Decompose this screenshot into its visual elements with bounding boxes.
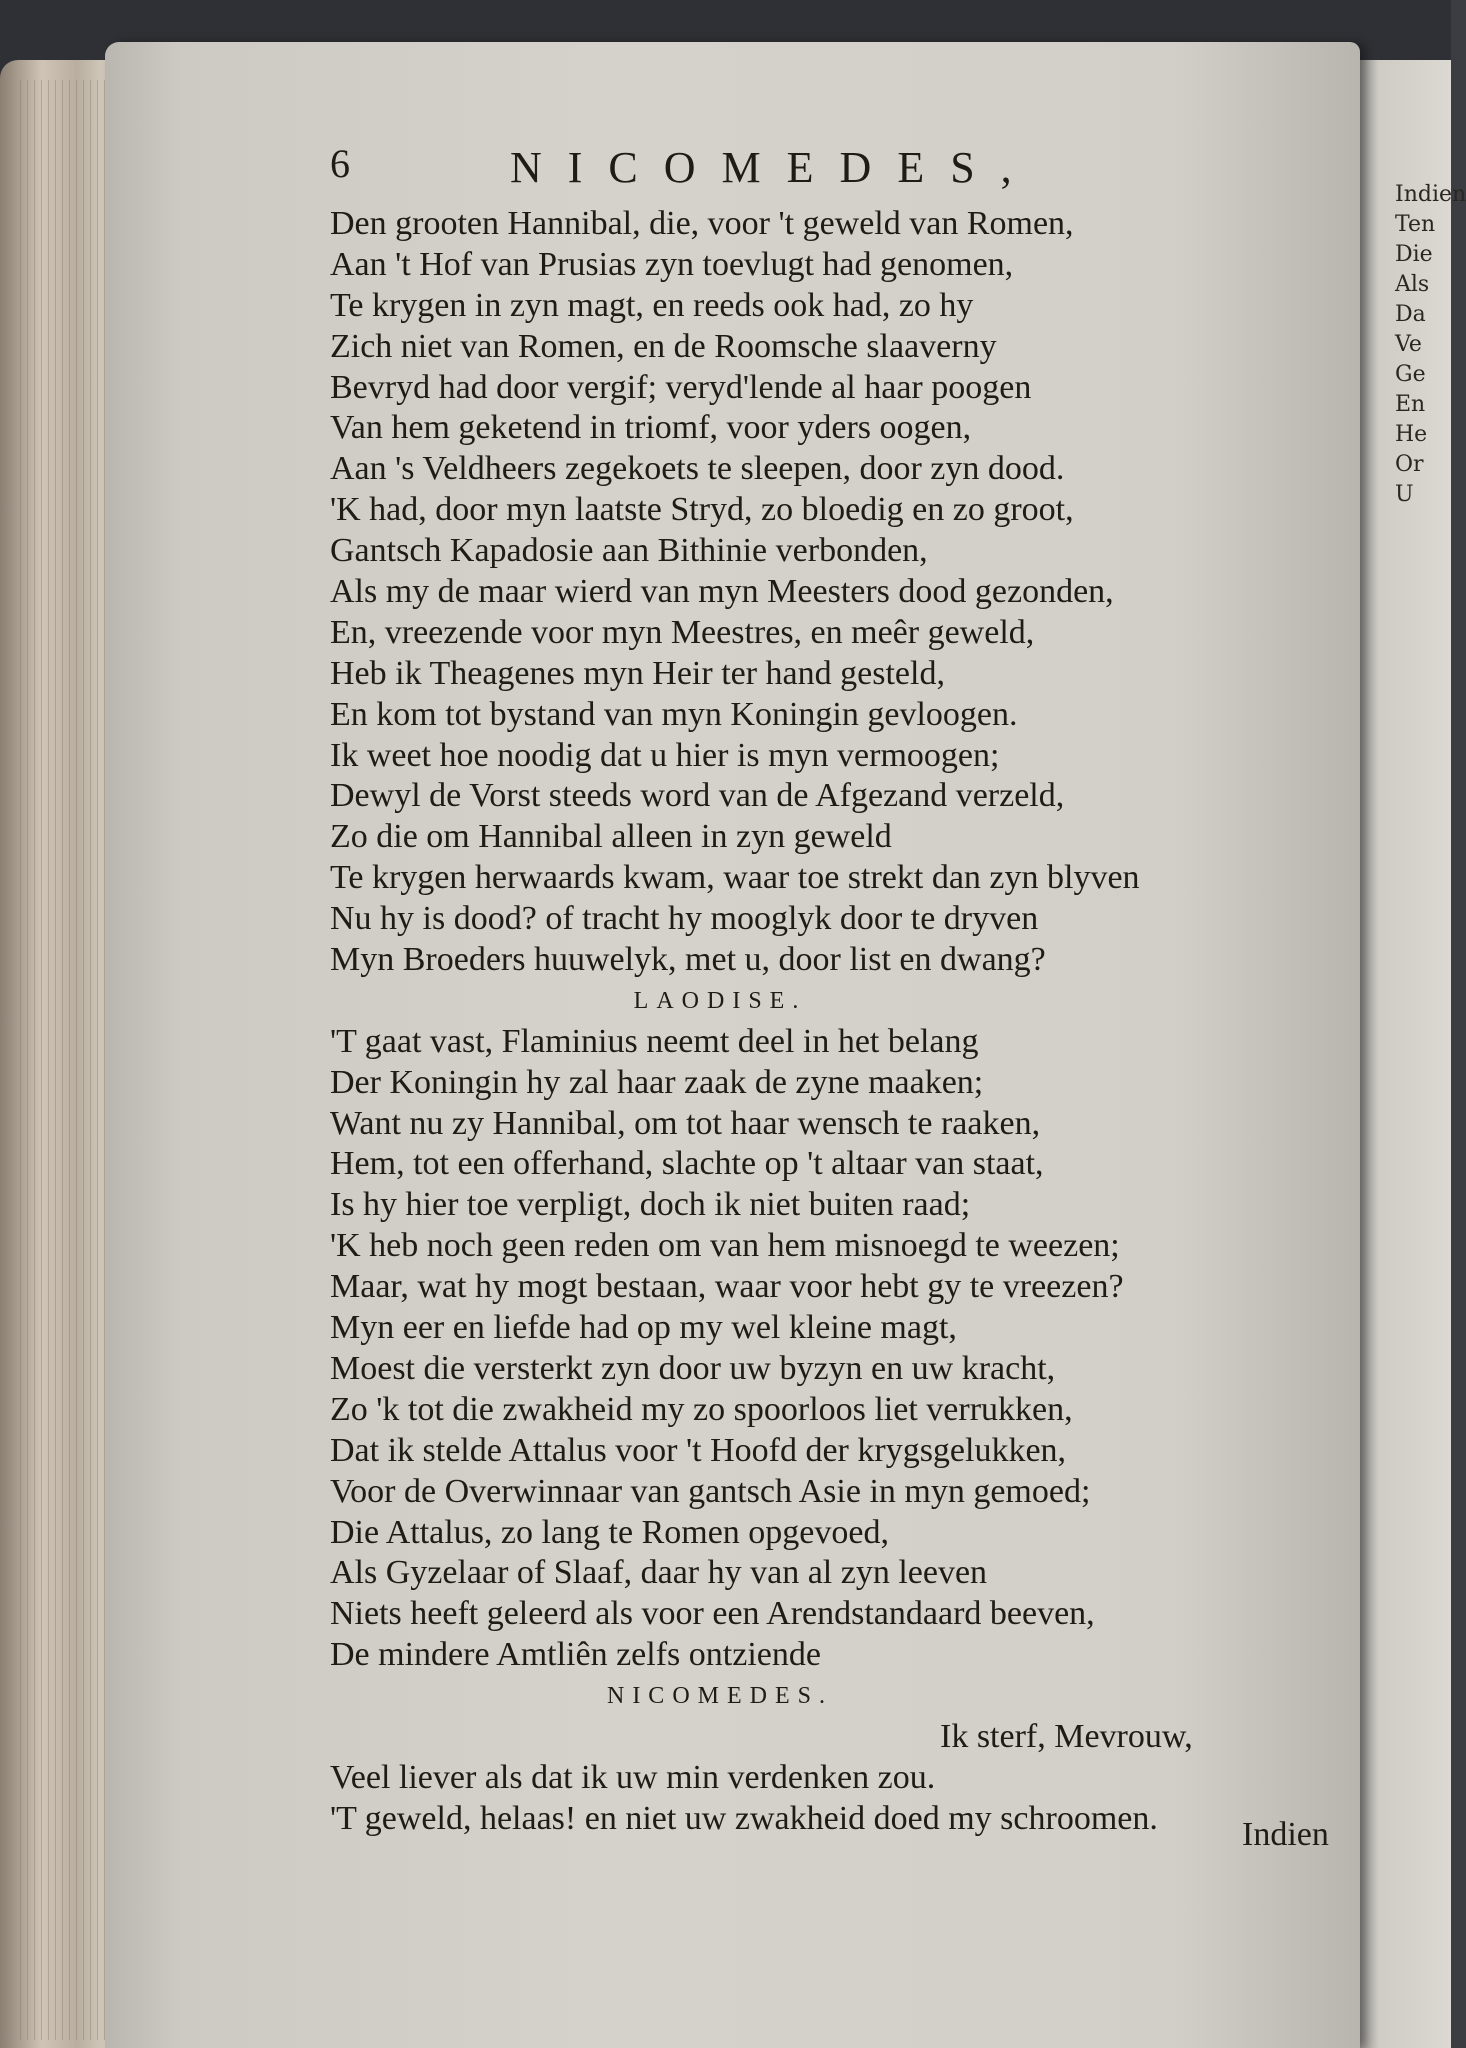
verse-line: Hem, tot een offerhand, slachte op 't altaar van staat, xyxy=(330,1145,1044,1183)
verse-line: Zo 'k tot die zwakheid my zo spoorloos liet verrukken, xyxy=(330,1390,1073,1428)
facing-fragment: En xyxy=(1395,392,1426,417)
verse-line: Niets heeft geleerd als voor een Arendstandaard beeven, xyxy=(330,1595,1095,1633)
facing-fragment: Indien xyxy=(1395,182,1466,207)
facing-fragment: Als xyxy=(1395,272,1430,297)
verse-line: Zich niet van Romen, en de Roomsche slaaverny xyxy=(330,327,997,365)
verse-line: Als my de maar wierd van myn Meesters dood gezonden, xyxy=(330,573,1114,611)
facing-fragment: Ten xyxy=(1395,212,1436,237)
verse-line: Moest die versterkt zyn door uw byzyn en uw kracht, xyxy=(330,1349,1056,1387)
speaker-name: LAODISE. xyxy=(633,987,807,1014)
speaker-name: NICOMEDES. xyxy=(606,1683,833,1710)
verse-line: Dewyl de Vorst steeds word van de Afgezand verzeld, xyxy=(330,777,1065,815)
verse-line: Die Attalus, zo lang te Romen opgevoed, xyxy=(330,1513,889,1551)
verse-line: En kom tot bystand van myn Koningin gevloogen. xyxy=(330,695,1018,733)
verse-line: Myn Broeders huuwelyk, met u, door list en dwang? xyxy=(330,941,1046,979)
verse-line: 'K heb noch geen reden om van hem misnoegd te weezen; xyxy=(330,1227,1120,1265)
verse-line: Te krygen in zyn magt, en reeds ook had, zo hy xyxy=(330,286,974,324)
verse-line: Te krygen herwaards kwam, waar toe strekt dan zyn blyven xyxy=(330,859,1140,897)
running-title: NICOMEDES, xyxy=(510,143,1038,192)
verse-line: Veel liever als dat ik uw min verdenken zou. xyxy=(330,1758,936,1796)
verse-line: En, vreezende voor myn Meestres, en meêr geweld, xyxy=(330,613,1035,651)
verse-line: Dat ik stelde Attalus voor 't Hoofd der krygsgelukken, xyxy=(330,1431,1067,1469)
facing-fragment: He xyxy=(1395,422,1428,447)
verse-line: Aan 't Hof van Prusias zyn toevlugt had genomen, xyxy=(330,245,1014,283)
facing-fragment: Or xyxy=(1395,452,1424,477)
verse-line: 'T gaat vast, Flaminius neemt deel in het belang xyxy=(330,1022,979,1060)
verse-line: Ik sterf, Mevrouw, xyxy=(940,1717,1193,1755)
catchword: Indien xyxy=(1242,1816,1329,1853)
verse-line: Heb ik Theagenes myn Heir ter hand gesteld, xyxy=(330,654,945,692)
verse-line: Nu hy is dood? of tracht hy mooglyk door te dryven xyxy=(330,900,1039,938)
verse-line: Zo die om Hannibal alleen in zyn geweld xyxy=(330,818,892,856)
page-text xyxy=(330,140,1330,1840)
page-header xyxy=(330,140,1330,204)
facing-fragment: U xyxy=(1395,482,1414,507)
page-number: 6 xyxy=(330,141,350,186)
verse-line: Is hy hier toe verpligt, doch ik niet buiten raad; xyxy=(330,1186,971,1224)
verse-line: Voor de Overwinnaar van gantsch Asie in myn gemoed; xyxy=(330,1472,1091,1510)
verse-line: Van hem geketend in triomf, voor yders oogen, xyxy=(330,409,972,447)
facing-fragment: Ve xyxy=(1395,332,1422,357)
verse-line: Ik weet hoe noodig dat u hier is myn vermoogen; xyxy=(330,736,1000,774)
verse-line: Want nu zy Hannibal, om tot haar wensch te raaken, xyxy=(330,1104,1041,1142)
verse-line: Gantsch Kapadosie aan Bithinie verbonden, xyxy=(330,532,928,570)
verse-line: De mindere Amtliên zelfs ontziende xyxy=(330,1636,821,1674)
verse-line: Maar, wat hy mogt bestaan, waar voor hebt gy te vreezen? xyxy=(330,1268,1124,1306)
facing-fragment: Ge xyxy=(1395,362,1426,387)
verse-line: Myn eer en liefde had op my wel kleine magt, xyxy=(330,1309,957,1347)
verse-line: Aan 's Veldheers zegekoets te sleepen, door zyn dood. xyxy=(330,450,1065,488)
verse-line: Den grooten Hannibal, die, voor 't geweld van Romen, xyxy=(330,205,1074,242)
verse-line: Der Koningin hy zal haar zaak de zyne maaken; xyxy=(330,1063,984,1101)
verse-line: 'K had, door myn laatste Stryd, zo bloedig en zo groot, xyxy=(330,491,1074,529)
facing-page-text xyxy=(1395,180,1466,510)
verse-line: Bevryd had door vergif; veryd'lende al haar poogen xyxy=(330,368,1032,406)
verse-line: Als Gyzelaar of Slaaf, daar hy van al zyn leeven xyxy=(330,1554,988,1592)
verse-lines xyxy=(330,204,1330,1840)
verse-line: 'T geweld, helaas! en niet uw zwakheid doed my schroomen. xyxy=(330,1799,1158,1837)
facing-fragment: Die xyxy=(1395,242,1433,267)
facing-fragment: Da xyxy=(1395,302,1426,327)
